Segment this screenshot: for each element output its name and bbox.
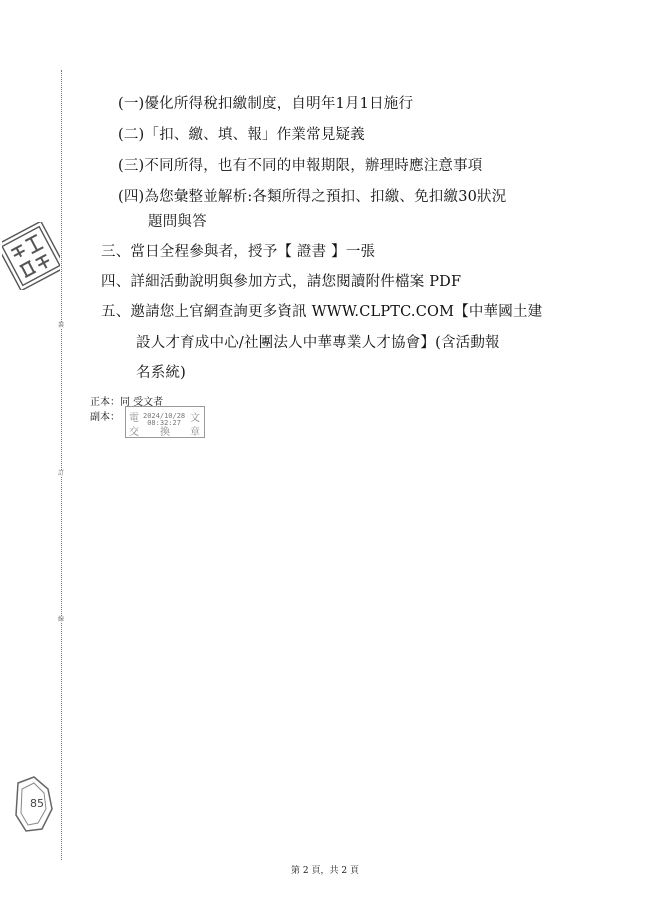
stamp-datetime — [143, 413, 185, 428]
page-number: 85 — [30, 797, 44, 810]
item-four-continued: 題問與答 — [148, 214, 207, 230]
original-label: 正本： — [90, 397, 120, 408]
official-seal-icon — [2, 222, 60, 290]
binding-mark-xian: 線 — [58, 616, 65, 623]
binding-mark-zhuang: 裝 — [58, 322, 65, 329]
binding-margin-line — [61, 70, 62, 860]
page-footer: 第 2 頁，共 2 頁 — [291, 866, 359, 876]
stamp-char-3: 交 — [129, 427, 139, 438]
section-five-end: 名系統) — [136, 365, 186, 381]
item-one: (一)優化所得稅扣繳制度，自明年1月1日施行 — [118, 96, 414, 112]
page-number-seal — [12, 775, 58, 835]
section-five-continued: 設人才育成中心/社團法人中華專業人才協會】(含活動報 — [136, 335, 500, 351]
copy-recipient — [90, 408, 120, 423]
copy-label: 副本： — [90, 412, 120, 423]
electronic-exchange-stamp — [125, 406, 205, 438]
stamp-char-4: 換 — [160, 427, 170, 438]
section-five: 五、邀請您上官網查詢更多資訊 WWW.CLPTC.COM【中華國土建 — [101, 304, 543, 320]
section-three: 三、當日全程參與者，授予【 證書 】一張 — [101, 244, 376, 260]
stamp-char-1: 電 — [129, 413, 139, 424]
item-two: (二)「扣、繳、填、報」作業常見疑義 — [118, 127, 365, 143]
original-value: 同 受文者 — [120, 397, 164, 408]
stamp-char-5: 章 — [190, 427, 200, 438]
stamp-date: 2024/10/28 — [143, 412, 186, 420]
section-four: 四、詳細活動說明與參加方式，請您閱讀附件檔案 PDF — [101, 274, 462, 290]
binding-mark-ding: 訂 — [58, 470, 65, 477]
item-three: (三)不同所得，也有不同的申報期限，辦理時應注意事項 — [118, 158, 483, 174]
item-four: (四)為您彙整並解析:各類所得之預扣、扣繳、免扣繳30狀況 — [118, 189, 507, 205]
stamp-char-2: 文 — [190, 413, 200, 424]
stamp-time: 08:32:27 — [147, 419, 181, 428]
